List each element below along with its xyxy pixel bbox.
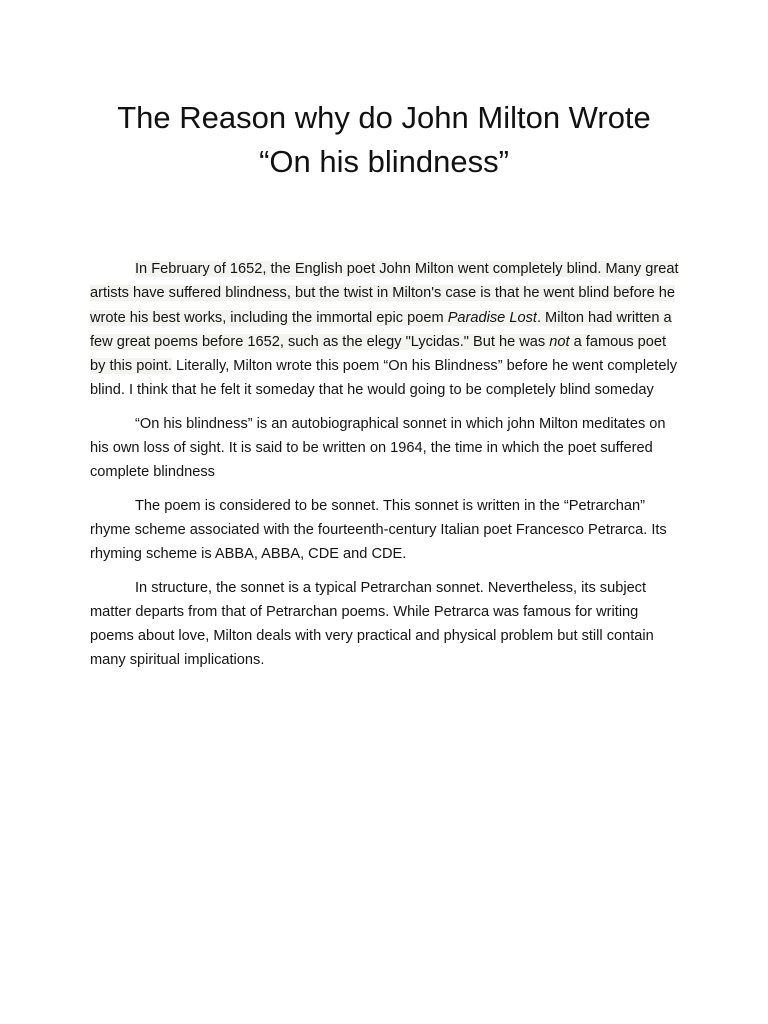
document-title [0,96,768,184]
italic-text: not [549,333,570,350]
title-line-2: “On his blindness” [259,144,509,179]
paragraph-text: Literally, Milton wrote this poem “On his Blindness” before he went completely blind. I think that he felt it someday that he would going to be completely blind someday [90,358,677,399]
title-line-1: The Reason why do John Milton Wrote [117,100,651,135]
highlighted-text: . Milton had written a few great poems before 1652, such as the elegy "Lycidas." But he was [90,309,672,350]
highlighted-text: a famous poet by this point. [90,333,667,375]
highlighted-text: Many great artists have suffered blindness, but the twist in Milton's case is that he went blind before he wrote his best works, including the immortal epic poem [90,261,679,326]
highlighted-text: In February of 1652, the English poet John Milton went completely blind. [135,261,602,277]
document-body [90,257,680,682]
italic-text: Paradise Lost [447,309,537,326]
paragraph-2: “On his blindness” is an autobiographical sonnet in which john Milton meditates on his own loss of sight. It is said to be written on 1964, the time in which the poet suffered complete blindness [90,415,666,481]
paragraph-3: The poem is considered to be sonnet. This sonnet is written in the “Petrarchan” rhyme scheme associated with the fourteenth-century Italian poet Francesco Petrarca. Its rhyming scheme is ABBA, ABBA, CDE and CDE. [90,497,667,563]
paragraph-1 [90,257,680,403]
paragraph-4: In structure, the sonnet is a typical Petrarchan sonnet. Nevertheless, its subject matter departs from that of Petrarchan poems. While Petrarca was famous for writing poems about love, Milton deals with very practical and physical problem but still contain many spiritual implications. [90,579,654,669]
